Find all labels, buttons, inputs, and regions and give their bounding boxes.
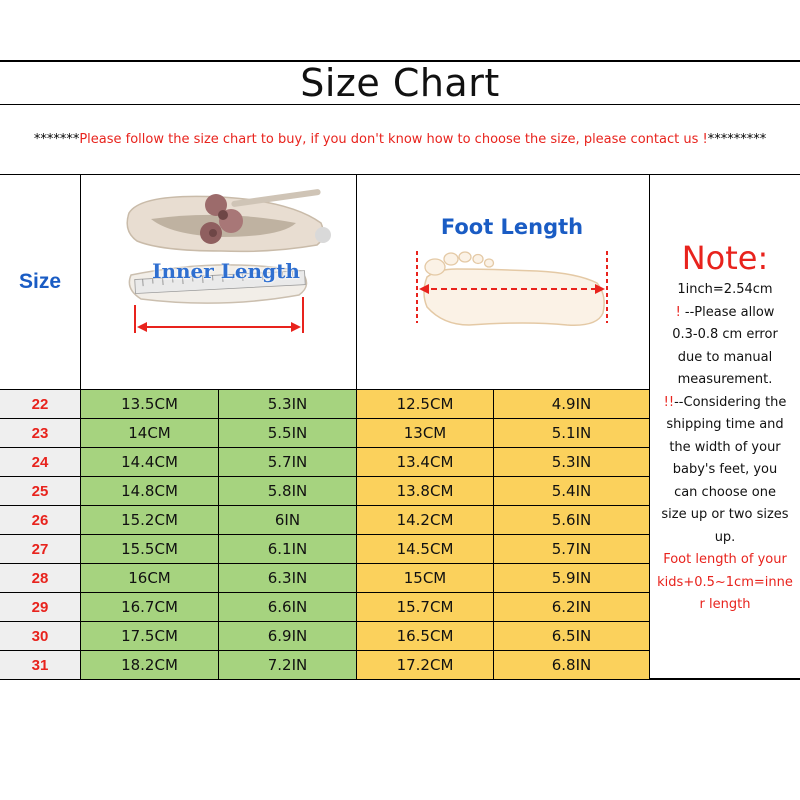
table-cell: 6.9IN [219,622,356,650]
size-cell: 26 [0,506,80,534]
grid-line [80,175,81,680]
inner-length-illustration [81,175,356,389]
note-line: 0.3-0.8 cm error [672,327,778,342]
note-line: ! --Please allow [675,304,775,320]
grid-line [0,650,650,651]
note-line: size up or two sizes [661,507,789,522]
table-cell: 14.5CM [357,535,493,563]
size-cell: 30 [0,622,80,650]
size-cell: 23 [0,419,80,447]
table-cell: 16CM [81,564,218,592]
grid-line [0,621,650,622]
grid-line [0,534,650,535]
table-cell: 12.5CM [357,390,493,418]
note-line: !!--Considering the [663,394,787,410]
notice-suffix: ********* [707,132,767,147]
grid-line [0,447,650,448]
table-cell: 6.1IN [219,535,356,563]
table-cell: 17.2CM [357,651,493,679]
table-cell: 5.3IN [494,448,649,476]
table-cell: 13CM [357,419,493,447]
grid-line [0,563,650,564]
note-line: due to manual [677,349,773,365]
size-cell: 24 [0,448,80,476]
size-cell: 31 [0,651,80,679]
table-cell: 15.5CM [81,535,218,563]
table-cell: 6.2IN [494,593,649,621]
note-line: Foot length of your [663,552,787,567]
table-cell: 15CM [357,564,493,592]
table-cell: 5.7IN [494,535,649,563]
size-cell: 27 [0,535,80,563]
note-line: baby's feet, you [672,462,778,477]
size-cell: 22 [0,390,80,418]
note-line: 1inch=2.54cm [677,282,773,297]
table-cell: 14.2CM [357,506,493,534]
note-line: r length [699,597,751,612]
table-cell: 6.8IN [494,651,649,679]
note-panel [650,175,800,680]
table-cell: 5.9IN [494,564,649,592]
purchase-notice [0,105,800,175]
note-line: the width of your [669,439,781,455]
table-cell: 5.7IN [219,448,356,476]
grid-line [0,505,650,506]
note-line: shipping time and [666,417,784,432]
table-cell: 15.7CM [357,593,493,621]
note-heading: Note: [681,239,769,277]
table-cell: 5.8IN [219,477,356,505]
table-cell: 6.6IN [219,593,356,621]
table-cell: 15.2CM [81,506,218,534]
foot-length-label: Foot Length [440,215,584,239]
note-line: measurement. [677,372,773,387]
table-cell: 5.5IN [219,419,356,447]
table-cell: 4.9IN [494,390,649,418]
inner-length-label: Inner Length [152,259,300,283]
table-cell: 6.5IN [494,622,649,650]
size-cell: 28 [0,564,80,592]
page-title: Size Chart [0,62,800,105]
grid-line [0,418,650,419]
table-cell: 13.4CM [357,448,493,476]
size-cell: 25 [0,477,80,505]
size-cell: 29 [0,593,80,621]
notice-message: Please follow the size chart to buy, if you don't know how to choose the size, please contact us ! [79,132,708,147]
grid-line [649,175,650,680]
grid-line [356,175,357,680]
foot-length-illustration [357,175,649,389]
note-line: can choose one [674,484,776,500]
note-line: up. [714,529,736,545]
table-cell: 7.2IN [219,651,356,679]
table-cell: 5.4IN [494,477,649,505]
table-cell: 14.8CM [81,477,218,505]
table-cell: 16.5CM [357,622,493,650]
table-cell: 13.8CM [357,477,493,505]
table-cell: 14.4CM [81,448,218,476]
table-cell: 6IN [219,506,356,534]
grid-line [0,389,650,390]
table-cell: 13.5CM [81,390,218,418]
table-cell: 17.5CM [81,622,218,650]
table-cell: 14CM [81,419,218,447]
table-cell: 5.3IN [219,390,356,418]
table-cell: 5.1IN [494,419,649,447]
table-cell: 5.6IN [494,506,649,534]
size-chart [0,60,800,680]
note-line: kids+0.5~1cm=inne [657,574,793,590]
table-cell: 6.3IN [219,564,356,592]
grid-line [0,592,650,593]
grid-line [0,476,650,477]
table-cell: 16.7CM [81,593,218,621]
table-cell: 18.2CM [81,651,218,679]
size-column-header: Size [18,270,62,293]
notice-prefix: ******* [33,132,80,147]
foot-outline-icon [357,175,649,389]
